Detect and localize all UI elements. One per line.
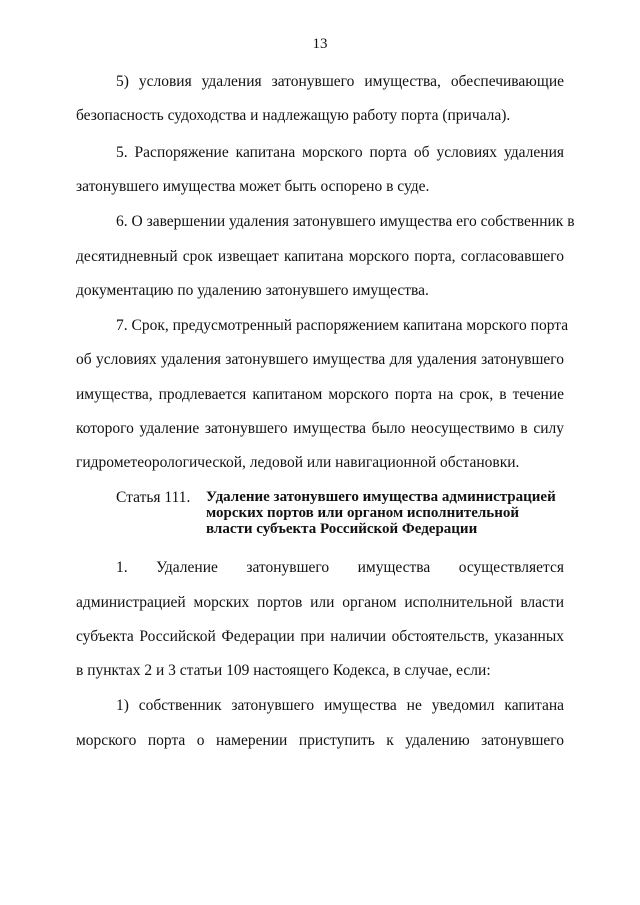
text-line: гидрометеорологической, ледовой или навигационной обстановки. <box>76 454 520 471</box>
text-line: в пунктах 2 и 3 статьи 109 настоящего Кодекса, в случае, если: <box>76 662 491 679</box>
page-number: 13 <box>312 36 328 52</box>
text-line: 7. Срок, предусмотренный распоряжением капитана морского порта <box>116 317 569 334</box>
text-line: имущества, продлевается капитаном морского порта на срок, в течение <box>76 386 564 403</box>
text-line: администрацией морских портов или органом исполнительной власти <box>76 594 564 611</box>
text-line: десятидневный срок извещает капитана морского порта, согласовавшего <box>76 248 564 265</box>
article-title-line: морских портов или органом исполнительной <box>206 505 520 521</box>
text-line: субъекта Российской Федерации при наличии обстоятельств, указанных <box>76 628 564 645</box>
text-line: 1) собственник затонувшего имущества не уведомил капитана <box>116 697 564 714</box>
text-line: 5) условия удаления затонувшего имущества, обеспечивающие <box>116 73 564 90</box>
text-line: 5. Распоряжение капитана морского порта об условиях удаления <box>116 144 564 161</box>
text-line: морского порта о намерении приступить к удалению затонувшего <box>76 732 564 749</box>
article-label: Статья 111. <box>116 489 191 506</box>
article-title-line: власти субъекта Российской Федерации <box>206 521 478 537</box>
article-title-line: Удаление затонувшего имущества администрацией <box>206 489 556 505</box>
article-title <box>206 489 566 537</box>
text-line: документацию по удалению затонувшего имущества. <box>76 282 429 299</box>
text-line: затонувшего имущества может быть оспорено в суде. <box>76 178 430 195</box>
text-line: 1. Удаление затонувшего имущества осуществляется <box>116 559 564 576</box>
text-line: безопасность судоходства и надлежащую работу порта (причала). <box>76 107 511 124</box>
text-line: 6. О завершении удаления затонувшего имущества его собственник в <box>116 213 575 230</box>
text-line: об условиях удаления затонувшего имущества для удаления затонувшего <box>76 351 564 368</box>
text-line: которого удаление затонувшего имущества было неосуществимо в силу <box>76 420 564 437</box>
